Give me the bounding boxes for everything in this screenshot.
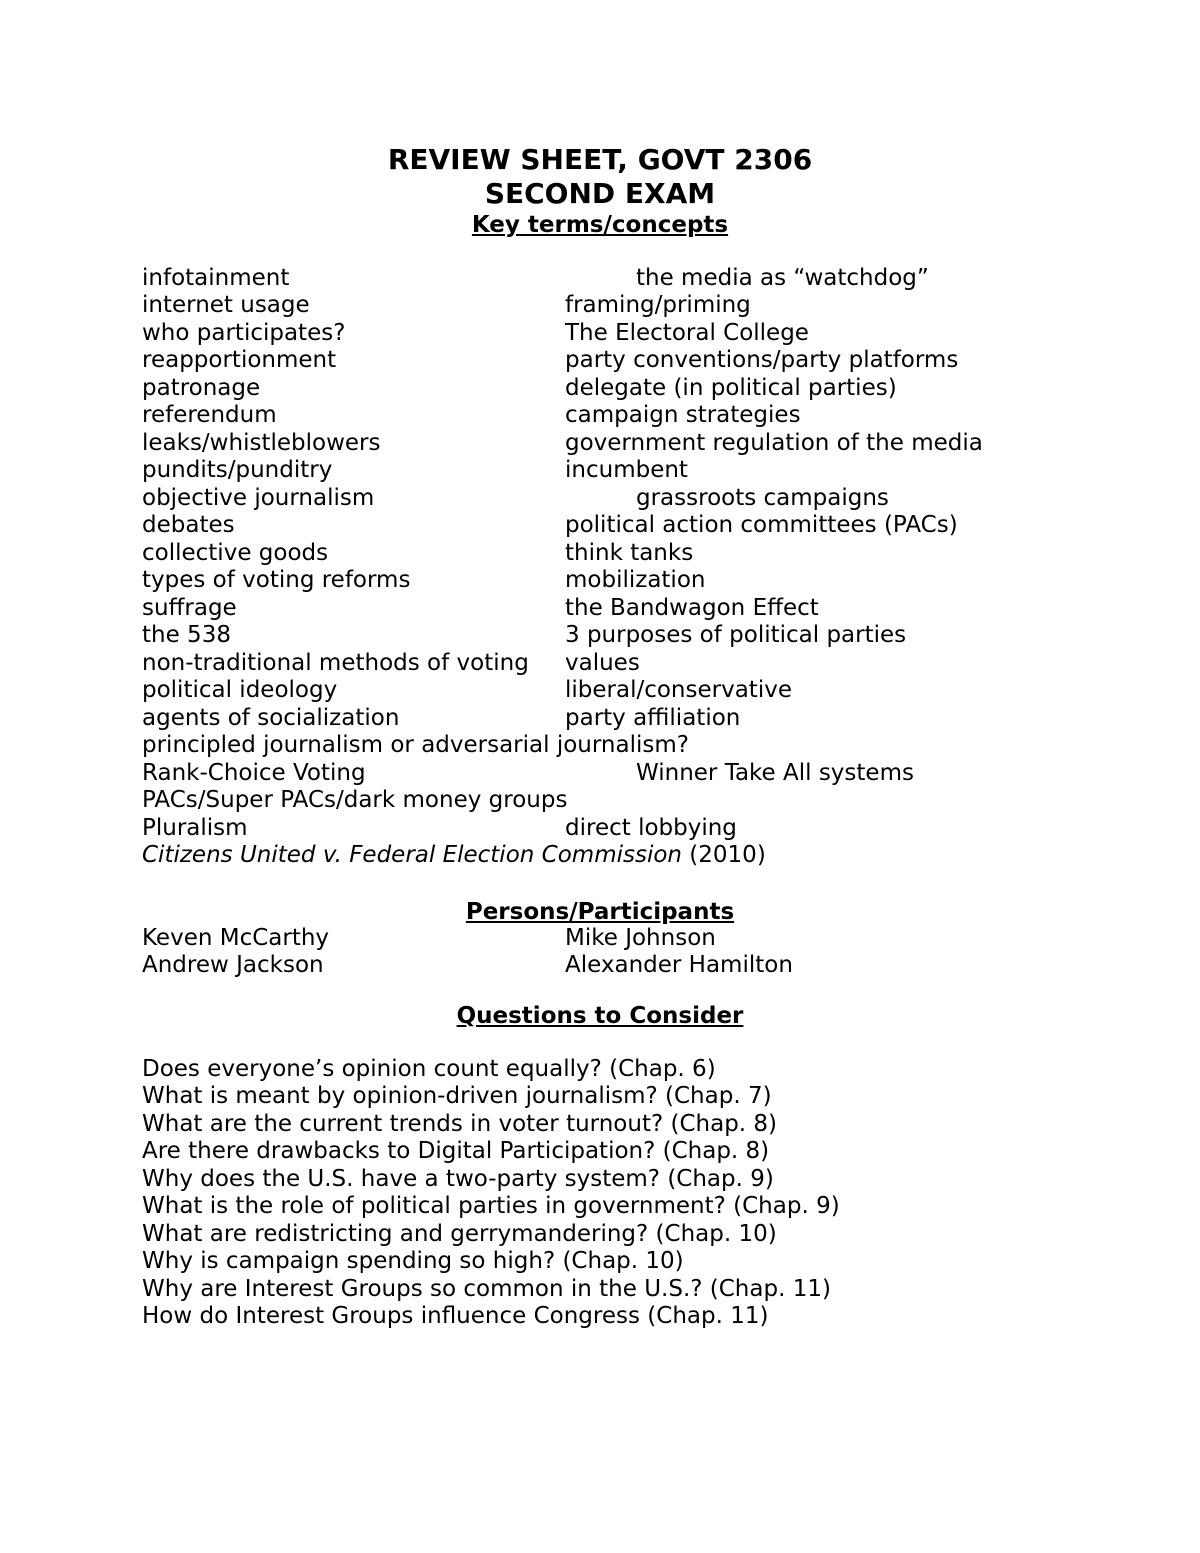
term-right: incumbent: [565, 457, 688, 483]
key-terms-heading: Key terms/concepts: [471, 212, 729, 238]
questions-heading: Questions to Consider: [456, 1003, 744, 1029]
term-left: infotainment: [142, 265, 290, 291]
term-right: the Bandwagon Effect: [565, 595, 819, 621]
term-left: objective journalism: [142, 485, 375, 511]
question-item: What is the role of political parties in government? (Chap. 9): [142, 1193, 840, 1219]
persons-heading: Persons/Participants: [465, 899, 735, 925]
question-item: What is meant by opinion-driven journalism? (Chap. 7): [142, 1083, 772, 1109]
question-item: What are redistricting and gerrymandering? (Chap. 10): [142, 1221, 777, 1247]
term-left: collective goods: [142, 540, 329, 566]
term-right: campaign strategies: [565, 402, 801, 428]
term-left: debates: [142, 512, 235, 538]
case-citation: [142, 844, 766, 867]
term-right: liberal/conservative: [565, 677, 792, 703]
term-left: internet usage: [142, 292, 310, 318]
question-item: Why are Interest Groups so common in the U.S.? (Chap. 11): [142, 1276, 831, 1302]
term-right: direct lobbying: [565, 815, 737, 841]
person-right: Mike Johnson: [565, 925, 716, 951]
term-right: the media as “watchdog”: [636, 265, 929, 291]
term-left: leaks/whistleblowers: [142, 430, 381, 456]
question-item: Does everyone’s opinion count equally? (Chap. 6): [142, 1056, 716, 1082]
question-item: How do Interest Groups influence Congress (Chap. 11): [142, 1303, 769, 1329]
term-right: grassroots campaigns: [636, 485, 889, 511]
term-right: party affiliation: [565, 705, 741, 731]
case-year: (2010): [682, 842, 766, 868]
term-right: 3 purposes of political parties: [565, 622, 907, 648]
term-right: political action committees (PACs): [565, 512, 958, 538]
title-line-1: REVIEW SHEET, GOVT 2306: [387, 143, 813, 176]
case-name: Citizens United v. Federal Election Commission: [142, 842, 682, 868]
term-left: types of voting reforms: [142, 567, 411, 593]
person-left: Andrew Jackson: [142, 952, 324, 978]
term-left: principled journalism or adversarial journalism?: [142, 732, 689, 758]
term-left: patronage: [142, 375, 261, 401]
term-left: the 538: [142, 622, 231, 648]
term-left: political ideology: [142, 677, 338, 703]
term-left: non-traditional methods of voting: [142, 650, 529, 676]
term-right: government regulation of the media: [565, 430, 983, 456]
question-item: What are the current trends in voter turnout? (Chap. 8): [142, 1111, 778, 1137]
term-right: mobilization: [565, 567, 706, 593]
term-left: agents of socialization: [142, 705, 400, 731]
term-right: values: [565, 650, 640, 676]
term-right: think tanks: [565, 540, 694, 566]
person-right: Alexander Hamilton: [565, 952, 793, 978]
person-left: Keven McCarthy: [142, 925, 330, 951]
question-item: Are there drawbacks to Digital Participation? (Chap. 8): [142, 1138, 770, 1164]
term-right: party conventions/party platforms: [565, 347, 959, 373]
term-right: The Electoral College: [565, 320, 809, 346]
term-left: who participates?: [142, 320, 346, 346]
term-right: Winner Take All systems: [636, 760, 914, 786]
term-left: reapportionment: [142, 347, 337, 373]
term-left: suffrage: [142, 595, 237, 621]
title-line-2: SECOND EXAM: [484, 177, 716, 210]
term-left: PACs/Super PACs/dark money groups: [142, 787, 568, 813]
term-left: pundits/punditry: [142, 457, 333, 483]
term-left: referendum: [142, 402, 277, 428]
term-right: delegate (in political parties): [565, 375, 897, 401]
question-item: Why is campaign spending so high? (Chap. 10): [142, 1248, 684, 1274]
question-item: Why does the U.S. have a two-party system? (Chap. 9): [142, 1166, 774, 1192]
term-right: framing/priming: [565, 292, 751, 318]
term-left: Pluralism: [142, 815, 248, 841]
term-left: Rank-Choice Voting: [142, 760, 366, 786]
